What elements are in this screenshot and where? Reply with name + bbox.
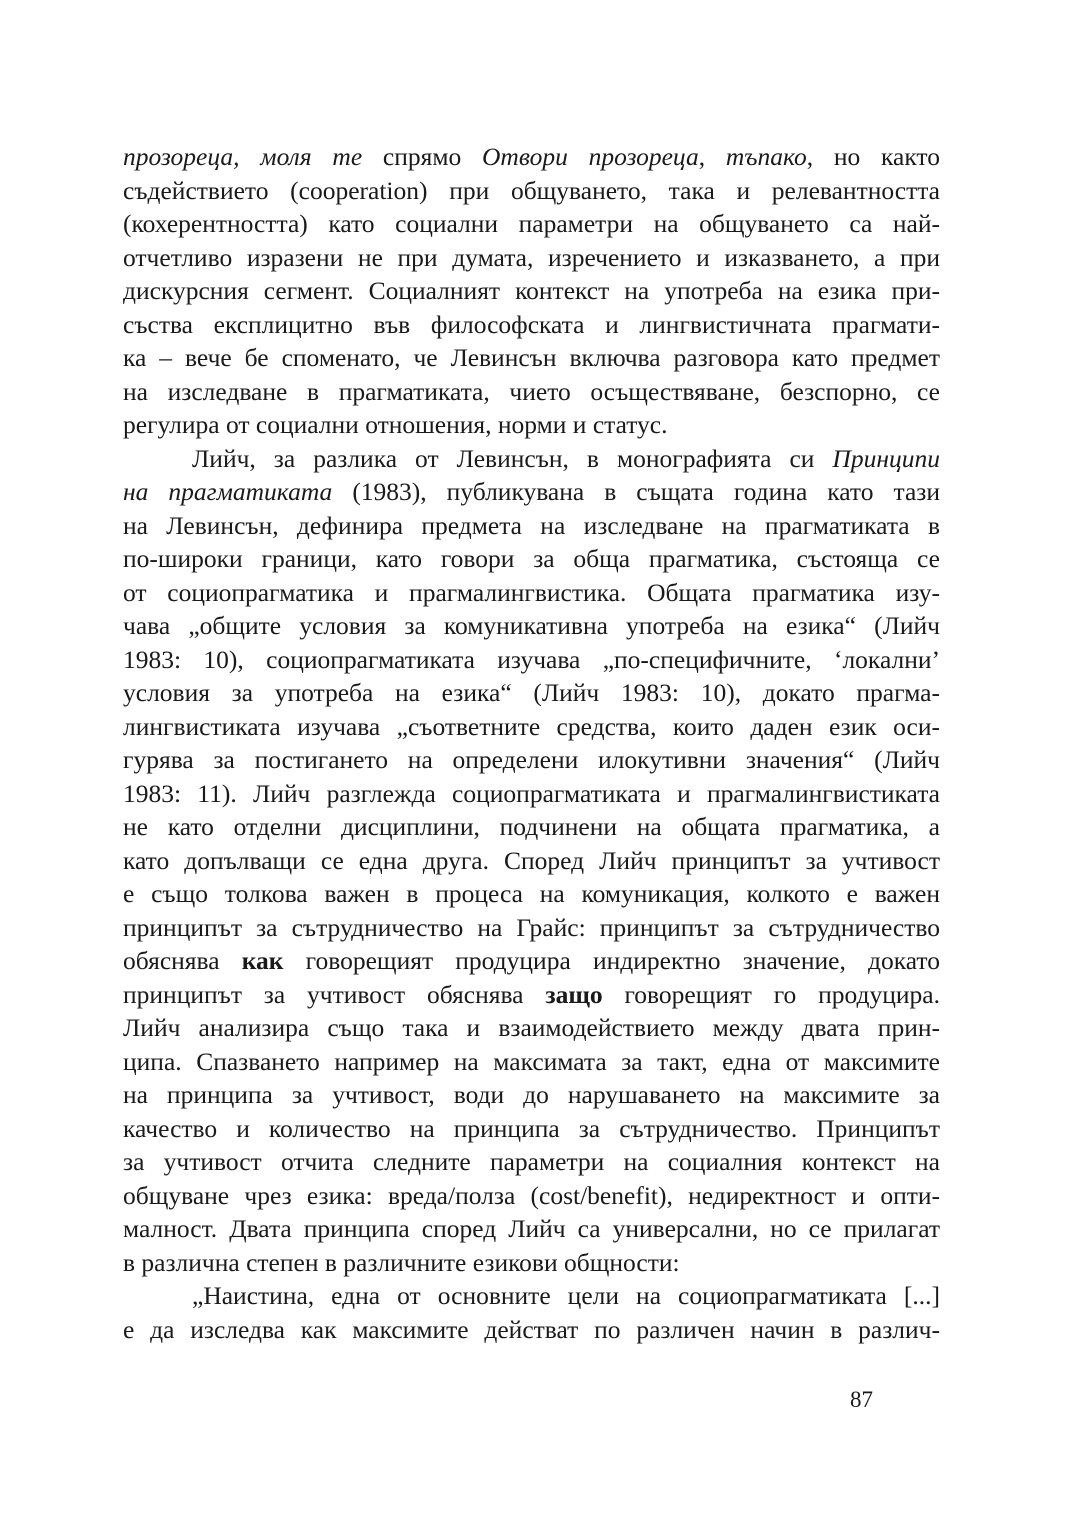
text-segment: по-широки граници, като говори за обща прагматика, състояща се (123, 544, 940, 573)
text-segment: е да изследва как максимите действат по различен начин в различ- (123, 1314, 940, 1344)
text-line (123, 643, 940, 677)
text-segment: Принципи (832, 443, 940, 473)
text-line (123, 308, 940, 342)
text-line (123, 1279, 940, 1313)
text-segment: в различна степен в различните езикови общности: (123, 1247, 680, 1277)
text-line (123, 810, 940, 844)
text-line (123, 1179, 940, 1213)
text-segment: как (241, 946, 284, 975)
text-segment: на прагматиката (123, 477, 333, 506)
text-line (123, 375, 940, 409)
text-segment: спрямо (362, 142, 483, 171)
text-line (123, 1011, 940, 1045)
text-segment: тъпако (725, 142, 807, 171)
text-segment: гурява за постигането на определени илокутивни значения“ (Лийч (123, 745, 940, 774)
text-line (123, 1212, 940, 1246)
text-segment: ципа. Спазването например на максимата за такт, една от максимите (123, 1046, 940, 1076)
text-line (123, 609, 940, 643)
page-body (123, 140, 940, 1346)
text-line (123, 1145, 940, 1179)
text-segment: 1983: 11). Лийч разглежда социопрагматиката и прагмалингвистиката (123, 778, 940, 808)
text-segment: „Наистина, една от основните цели на социопрагматиката [...] (192, 1281, 940, 1310)
text-segment: чава „общите условия за комуникативна употреба на езика“ (Лийч (123, 611, 940, 640)
text-segment: говорещият продуцира индиректно значение, докато (283, 946, 940, 975)
text-line (123, 207, 940, 241)
text-line (123, 408, 940, 442)
text-segment: на изследване в прагматиката, чието осъществяване, безспорно, се (123, 376, 940, 406)
text-line (123, 140, 940, 174)
text-segment: , но както (806, 142, 940, 171)
text-line (123, 576, 940, 610)
text-line (123, 710, 940, 744)
text-segment: на принципа за учтивост, води до нарушаването на максимите за (123, 1080, 940, 1109)
text-segment: дискурсния сегмент. Социалният контекст на употреба на езика при- (123, 276, 940, 305)
text-segment: малност. Двата принципа според Лийч са универсални, но се прилагат (123, 1214, 940, 1243)
text-line (123, 1045, 940, 1079)
text-segment: за учтивост отчита следните параметри на социалния контекст на (123, 1147, 940, 1176)
text-segment: Лийч, за разлика от Левинсън, в монографията си (192, 443, 833, 473)
text-segment: на Левинсън, дефинира предмета на изследване на прагматиката в (123, 510, 940, 540)
text-segment: като допълващи се една друга. Според Лийч принципът за учтивост (123, 845, 940, 875)
text-segment: лингвистиката изучава „съответните средства, които даден език оси- (123, 711, 940, 741)
text-segment: е също толкова важен в процеса на комуникация, колкото е важен (123, 879, 940, 908)
text-segment: качество и количество на принципа за сътрудничество. Принципът (123, 1113, 940, 1143)
text-line (123, 442, 940, 476)
text-segment: съдействието (cooperation) при общуването, така и релевантността (123, 175, 940, 205)
text-line (123, 1112, 940, 1146)
text-segment: съства експлицитно във философската и лингвистичната прагмати- (123, 309, 940, 339)
text-segment: прозореца, моля те (123, 142, 363, 171)
text-segment: говорещият го продуцира. (602, 979, 940, 1009)
text-line (123, 509, 940, 543)
text-line (123, 743, 940, 777)
text-line (123, 1078, 940, 1112)
text-segment: Лийч анализира също така и взаимодействието между двата прин- (123, 1013, 940, 1042)
text-line (123, 911, 940, 945)
text-segment: обяснява (123, 946, 242, 975)
text-line (123, 542, 940, 576)
text-segment: ка – вече бе споменато, че Левинсън включва разговора като предмет (123, 343, 940, 372)
text-segment: принципът за сътрудничество на Грайс: принципът за сътрудничество (123, 912, 940, 942)
text-segment: от социопрагматика и прагмалингвистика. Общата прагматика изу- (123, 577, 940, 607)
text-segment: общуване чрез езика: вреда/полза (cost/benefit), недиректност и опти- (123, 1180, 940, 1210)
text-segment: принципът за учтивост обяснява (123, 979, 546, 1009)
text-segment: условия за употреба на езика“ (Лийч 1983: 10), докато прагма- (123, 678, 940, 707)
page-number: 87 (850, 1387, 873, 1412)
text-segment: отчетливо изразени не при думата, изречението и изказването, а при (123, 242, 940, 272)
text-segment: Отвори прозореца (482, 142, 699, 171)
text-segment: , (698, 142, 726, 171)
text-segment: не като отделни дисциплини, подчинени на общата прагматика, а (123, 812, 940, 841)
text-line (123, 174, 940, 208)
text-line (123, 676, 940, 710)
text-line (123, 777, 940, 811)
text-segment: 1983: 10), социопрагматиката изучава „по-специфичните, ‘локални’ (123, 644, 940, 674)
text-line (123, 844, 940, 878)
text-segment: (1983), публикувана в същата година като тази (332, 477, 940, 506)
text-segment: (кохерентността) като социални параметри на общуването са най- (123, 209, 940, 238)
text-segment: защо (545, 979, 603, 1009)
text-line (123, 978, 940, 1012)
text-line (123, 944, 940, 978)
text-line (123, 475, 940, 509)
text-line (123, 1313, 940, 1347)
text-line (123, 1246, 940, 1280)
text-line (123, 274, 940, 308)
text-line (123, 341, 940, 375)
text-line (123, 877, 940, 911)
text-line (123, 241, 940, 275)
text-segment: регулира от социални отношения, норми и статус. (123, 410, 668, 439)
